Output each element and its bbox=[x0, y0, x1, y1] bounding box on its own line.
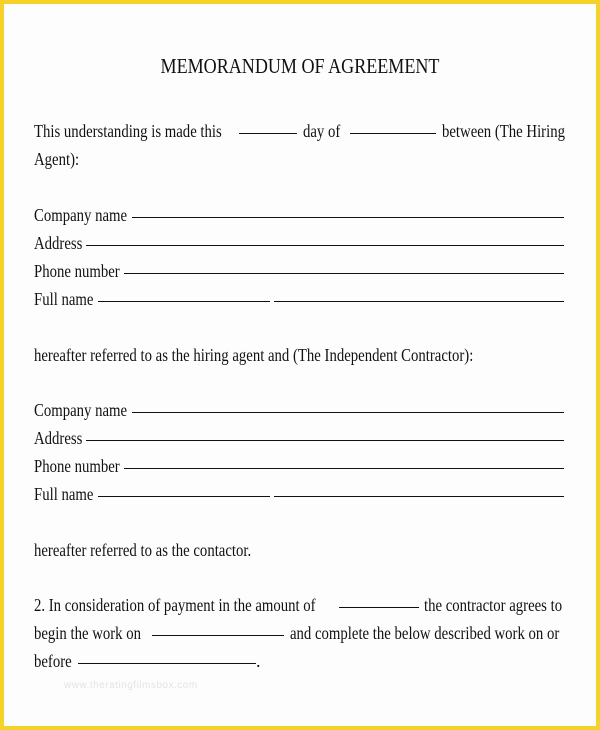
contractor-lastname-field[interactable] bbox=[274, 480, 564, 497]
contractor-firstname-field[interactable] bbox=[98, 480, 270, 497]
hiring-phone-label: Phone number bbox=[34, 261, 120, 281]
hiring-company-row bbox=[34, 201, 564, 229]
day-blank[interactable] bbox=[239, 117, 297, 134]
end-date-blank[interactable] bbox=[78, 647, 256, 664]
contractor-company-field[interactable] bbox=[132, 396, 564, 413]
contractor-company-label: Company name bbox=[34, 400, 128, 420]
hiring-phone-field[interactable] bbox=[124, 257, 564, 274]
contractor-reference bbox=[34, 536, 574, 564]
hiring-firstname-field[interactable] bbox=[98, 285, 270, 302]
clause2-text-5: before bbox=[34, 651, 72, 671]
contractor-phone-field[interactable] bbox=[124, 452, 564, 469]
start-date-blank[interactable] bbox=[152, 619, 284, 636]
contractor-address-label: Address bbox=[34, 428, 83, 448]
month-blank[interactable] bbox=[350, 117, 436, 134]
clause2-text-4: and complete the below described work on or bbox=[290, 623, 560, 643]
clause2-line-1 bbox=[34, 591, 574, 619]
clause2-text-2: the contractor agrees to bbox=[424, 595, 563, 615]
hiring-agent-reference bbox=[34, 341, 574, 369]
contractor-address-row bbox=[34, 424, 564, 452]
hiring-address-field[interactable] bbox=[86, 229, 564, 246]
clause2-line-3 bbox=[34, 647, 574, 675]
document-title: MEMORANDUM OF AGREEMENT bbox=[160, 54, 440, 78]
hiring-address-row bbox=[34, 229, 564, 257]
contractor-phone-row bbox=[34, 452, 564, 480]
contractor-address-field[interactable] bbox=[86, 424, 564, 441]
hiring-fullname-label: Full name bbox=[34, 289, 94, 309]
hiring-company-label: Company name bbox=[34, 205, 128, 225]
contractor-company-row bbox=[34, 396, 564, 424]
clause2-text-1: 2. In consideration of payment in the amount of bbox=[34, 595, 316, 615]
contractor-ref-text: hereafter referred to as the contactor. bbox=[34, 540, 252, 560]
hiring-phone-row bbox=[34, 257, 564, 285]
hiring-agent-ref-text: hereafter referred to as the hiring agent and (The Independent Contractor): bbox=[34, 345, 474, 365]
contractor-fullname-row bbox=[34, 480, 564, 508]
watermark: www.theratingfilmsbox.com bbox=[64, 680, 198, 691]
clause2-period: . bbox=[256, 651, 261, 671]
hiring-company-field[interactable] bbox=[132, 201, 564, 218]
intro-text-4: Agent): bbox=[34, 149, 80, 169]
intro-line-1 bbox=[34, 117, 574, 145]
intro-text-2: day of bbox=[303, 121, 341, 141]
hiring-address-label: Address bbox=[34, 233, 83, 253]
clause2-line-2 bbox=[34, 619, 574, 647]
contractor-fullname-label: Full name bbox=[34, 484, 94, 504]
hiring-lastname-field[interactable] bbox=[274, 285, 564, 302]
payment-amount-blank[interactable] bbox=[339, 591, 419, 608]
clause2-text-3: begin the work on bbox=[34, 623, 141, 643]
contractor-phone-label: Phone number bbox=[34, 456, 120, 476]
hiring-fullname-row bbox=[34, 285, 564, 313]
intro-text-1: This understanding is made this bbox=[34, 121, 222, 141]
intro-text-3: between (The Hiring bbox=[442, 121, 565, 141]
intro-line-2 bbox=[34, 145, 574, 173]
